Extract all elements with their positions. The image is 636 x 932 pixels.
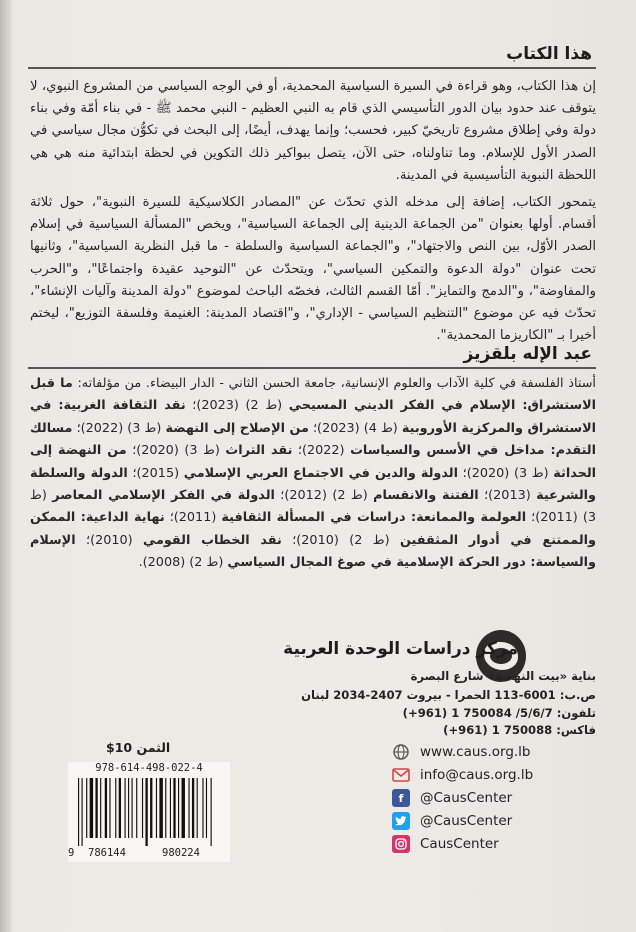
work-edition: (2022)؛ <box>292 443 351 459</box>
globe-icon <box>392 743 410 761</box>
work-title: الدولة في الفكر الإسلامي المعاصر <box>52 488 275 504</box>
work-title: نهاية الداعية: الممكن والممتنع في أدوار المثقفين <box>30 510 596 548</box>
work-edition: (ط 3) (2020)؛ <box>457 465 554 481</box>
work-title: نقد الثقافة الغربية: في الاستشراق والمركزية الأوروبية <box>30 398 596 436</box>
barcode-bar <box>145 778 147 846</box>
work-title: ما قبل الاستشراق: الإسلام في الفكر الديني المسيحي <box>30 376 596 414</box>
work-edition: (ط 2) (2008). <box>138 555 228 571</box>
contact-website[interactable] <box>392 742 531 762</box>
barcode-bar <box>125 778 126 838</box>
barcode-bar <box>165 778 166 838</box>
facebook-icon: f <box>392 789 410 807</box>
contact-email[interactable] <box>392 765 533 785</box>
work-title: الدولة والسلطة والشرعية <box>30 465 596 504</box>
work-edition: (2010)؛ <box>75 532 144 548</box>
work-edition: (2011)؛ <box>164 510 222 526</box>
author-intro: أستاذ الفلسفة في كلية الآداب والعلوم الإنسانية، جامعة الحسن الثاني - الدار البيضاء. من مؤلفاته: <box>72 376 596 391</box>
about-divider <box>28 67 596 69</box>
barcode-bar <box>115 778 116 838</box>
barcode-bar <box>192 778 194 838</box>
work-title: مسالك التقدم: مداخل في الأسس والسياسات <box>30 420 596 459</box>
barcode-bar <box>132 778 133 838</box>
work-edition: (2015)؛ <box>127 465 184 481</box>
barcode-bar <box>156 778 157 838</box>
barcode-bar <box>159 778 162 838</box>
about-paragraph-2: يتمحور الكتاب، إضافة إلى مدخله الذي تحدّث عن "المصادر الكلاسيكية للسيرة النبوية"، حول ثلاثة أقسام. أولها بعنوان "من الجماعة الدينية إلى الجماعة السياسية"، ويخص "المسألة السياسية في إسلام الصدر الأوّل، بين النص والاجتهاد"، و"الجماعة السياسية والسلطة - ما قبل النظرية السياسية"، وثانيها تحت عنوان "دولة الدعوة والتمكين السياسي"، ويتحدّث عن "التوحيد عقيدة واجتماعًا"، و"الحرب والمفاوضة"، و"الدمج والتمايز". أمّا القسم الثالث، فخصّه الباحث لموضوع "دولة المدينة وآليات الإنشاء"، تحدّث فيه عن موضوع "التنظيم السياسي - الإداري"، و"اقتصاد المدينة: الغنيمة وفلسفة التوزيع"، ليختم أخيرا بـ "الكاريزما المحمدية". <box>30 195 596 344</box>
barcode-bar <box>202 778 203 838</box>
barcode-bar <box>150 778 152 838</box>
work-edition: (ط 2) (2010)؛ <box>281 532 400 548</box>
spine-shadow <box>0 0 12 932</box>
barcode-bar <box>188 778 189 838</box>
author-divider <box>28 367 596 369</box>
barcode-bar <box>170 778 171 838</box>
work-edition: (ط 3) (2022)؛ <box>72 420 166 436</box>
isbn-digit-group-1: 786144 <box>88 847 126 859</box>
barcode-bars <box>76 778 222 846</box>
twitter-icon <box>392 812 410 830</box>
work-title: نقد التراث <box>225 443 293 459</box>
work-edition: (ط 3) (2011)؛ <box>30 488 596 526</box>
price-label: الثمن 10$ <box>106 740 171 755</box>
work-title: من النهضة إلى الحداثة <box>30 443 597 481</box>
isbn-number: 978-614-498-022-4 <box>95 762 203 774</box>
barcode-bar <box>211 778 212 846</box>
contact-facebook[interactable] <box>392 788 512 808</box>
instagram-handle[interactable]: CausCenter <box>420 836 499 852</box>
barcode-bar <box>105 778 107 838</box>
barcode-bar <box>119 778 121 838</box>
work-title: العولمة والممانعة: دراسات في المسألة الثقافية <box>221 510 527 526</box>
publisher-name: مركز دراسات الوحدة العربية <box>283 639 518 659</box>
work-edition: (2013)؛ <box>478 488 537 504</box>
about-paragraph-1: إن هذا الكتاب، وهو قراءة في السيرة السياسية المحمدية، أو في الوجه السياسي من المشروع النبوي، لا يتوقف عند حدود بيان الدور التأسيسي الذي قام به النبي العظيم - النبي محمد ﷺ - في بناء أمّة وفي بناء دولة وفي إطلاق مشروع تاريخيّ كبير، فحسب؛ وإنما يهدف، أيضًا، إلى البحث في تكوُّن مجال سياسي في الصدر الأول للإسلام. وما تناولناه، حتى الآن، يتصل ببواكير ذلك التكوين في لحظة ابتدائية منه هي هي اللحظة النبوية التأسيسية في المدينة. <box>30 79 596 183</box>
work-edition: (ط 2) (2012)؛ <box>274 488 374 504</box>
work-edition: (ط 4) (2023)؛ <box>308 420 402 436</box>
author-bio <box>30 373 596 575</box>
instagram-icon <box>392 835 410 853</box>
barcode-bar <box>86 778 87 838</box>
website-link[interactable]: www.caus.org.lb <box>420 744 531 760</box>
barcode-bar <box>206 778 207 838</box>
publisher-address: بناية «بيت النهضة» شارع البصرة <box>410 669 596 683</box>
barcode-bar <box>90 778 93 838</box>
barcode-bar <box>136 778 137 838</box>
barcode-bar <box>142 778 143 838</box>
work-title: الإسلام والسياسة: دور الحركة الإسلامية في صوغ المجال السياسي <box>30 532 596 571</box>
facebook-handle[interactable]: @CausCenter <box>420 790 513 806</box>
publisher-pobox: ص.ب: 6001-113 الحمرا - بيروت 2407-2034 لبنان <box>301 688 596 702</box>
work-edition: (ط 2) (2023)؛ <box>185 398 289 414</box>
barcode-bar <box>197 778 198 838</box>
work-title: نقد الخطاب القومي <box>143 532 282 548</box>
barcode-bar <box>82 778 83 846</box>
barcode-bar <box>100 778 101 838</box>
isbn-barcode <box>68 762 230 862</box>
work-title: الفتنة والانقسام <box>373 488 479 504</box>
about-heading: هذا الكتاب <box>506 44 592 64</box>
twitter-handle[interactable]: @CausCenter <box>420 813 513 829</box>
barcode-bar <box>173 778 175 838</box>
isbn-digit-prefix: 9 <box>68 847 75 859</box>
barcode-bar <box>109 778 110 838</box>
barcode-bar <box>182 778 185 838</box>
author-name: عبد الإله بلقزيز <box>463 344 592 364</box>
publisher-fax: فاكس: 750088 1 (961+) <box>443 723 596 737</box>
barcode-bar <box>95 778 97 838</box>
contact-instagram[interactable] <box>392 834 499 854</box>
publisher-phone: تلفون: 5/6/7/ 750084 1 (961+) <box>402 706 596 720</box>
contact-twitter[interactable] <box>392 811 512 831</box>
work-title: الدولة والدين في الاجتماع العربي الإسلامي <box>183 465 458 481</box>
barcode-bar <box>78 778 79 846</box>
author-works <box>30 376 596 570</box>
work-edition: (ط 3) (2020)؛ <box>126 443 226 459</box>
work-title: من الإصلاح إلى النهضة <box>165 420 309 436</box>
mail-icon <box>392 766 410 784</box>
email-link[interactable]: info@caus.org.lb <box>420 767 534 783</box>
barcode-bar <box>178 778 179 838</box>
isbn-digit-group-2: 980224 <box>162 847 200 859</box>
barcode-bar <box>128 778 129 838</box>
